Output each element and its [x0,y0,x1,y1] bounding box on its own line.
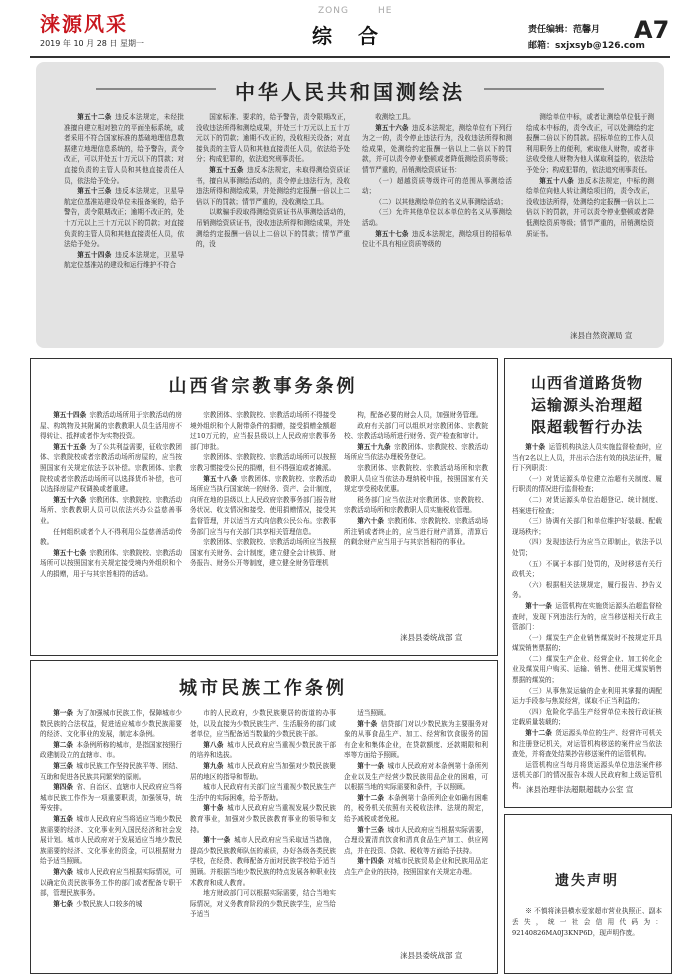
paragraph [512,559,662,580]
paragraph [512,516,662,537]
paragraph [40,442,182,495]
paragraph [512,654,662,686]
article-text: （二）对货运源头单位治超登记、统计制度、档案进行检查； [512,495,662,515]
article-text: （五）不属于本部门处罚的，及时移送有关行政机关； [512,559,662,579]
section-pinyin-2: HE [378,6,393,16]
paragraph [190,708,336,740]
article-text: 宗教团体、宗教院校、宗教活动场所应当按照国家有关财务、会计制度，建立健全会计核算、财务报告、财务公开等制度，建立健全财务管理机 [190,538,336,568]
paragraph [512,633,662,654]
article-text: 违反本法规定，测绘项目的招标单位让不具有相应资质等级的 [362,229,513,249]
paragraph [344,708,488,719]
article-number: 第十条 [525,443,546,451]
paragraph [344,495,488,516]
newspaper-logo: 涞源风采 [40,12,128,36]
article-text: 宗教团体、宗教院校、宗教活动场所应当依法办理税务登记。 [344,442,489,462]
paragraph [526,112,654,176]
paragraph [526,176,654,240]
article-text: 城市人民政府有关部门应当重视少数民族生产生活中的实际困难，给予帮助。 [190,783,336,802]
editor-credit: 责任编辑：范馨月 [528,25,601,35]
ethnic-credit: 涞县县委统战部 宣 [400,951,463,960]
road-title [504,372,670,438]
article-number: 第十二条 [525,729,552,738]
article-number: 第四条 [53,783,74,792]
paragraph [196,207,350,249]
paragraph [190,782,336,803]
paragraph [344,516,488,548]
paragraph [40,814,182,867]
article-number: 第五十七条 [53,548,87,557]
article-text: 运管机构在实施货运源头治超监督检查时，发现下列违法行为的，应当移送相关行政主管部门： [512,601,662,632]
religion-col-1 [40,410,182,646]
survey-col-4 [526,112,654,272]
religion-credit: 涞县县委统战部 宣 [400,633,463,642]
article-number: 第十四条 [357,857,385,866]
paragraph [344,421,488,442]
road-title-line-3: 限超载暂行办法 [530,418,643,436]
survey-col-2 [196,112,350,278]
article-number: 第五十四条 [77,250,112,259]
paragraph [512,537,662,558]
ethnic-title: 城市民族工作条例 [179,678,347,699]
road-title-line-2: 运输源头治理超 [530,396,643,414]
article-text: （四）发现违法行为应当立即制止，依法予以处罚； [512,538,662,557]
paragraph [344,463,488,495]
paragraph [190,537,336,569]
header-rule [30,56,670,58]
article-text: 对城市民族贸易企业和民族用品定点生产企业的扶持，按照国家有关规定办理。 [344,857,489,876]
paragraph [40,761,182,782]
road-credit: 涞县治理非法超限超载办公室 宣 [526,785,634,794]
article-text: 以欺骗手段取得测绘资质证书从事测绘活动的，吊销测绘资质证书，没收违法所得和测绘成果，并处测绘约定报酬一倍以上二倍以下的罚款；情节严重的，没 [196,208,350,249]
paragraph [190,888,336,920]
article-text: 任何组织或者个人不得利用公益慈善活动传教。 [40,527,182,547]
article-number: 第七条 [53,899,73,908]
paragraph [362,207,512,228]
paragraph [344,761,488,793]
paragraph [512,728,662,760]
article-text: 构，配备必要的财会人员，加强财务管理。 [357,411,483,419]
article-number: 第一条 [53,709,74,717]
paragraph [64,186,184,250]
notice-text: ※ 不慎将涞县横水爱家超市营业执照正、副本丢失，统一社会信用代码为：92140826MA0J3KNP6D，现声明作废。 [512,907,662,937]
paragraph [362,229,512,250]
paragraph [40,782,182,814]
article-number: 第五十八条 [539,176,575,185]
paragraph [512,495,662,516]
article-number: 第十一条 [203,836,231,845]
article-text: 宗教团体、宗教院校、宗教活动场所可以按照宗教习惯接受公民的捐赠，但不得强迫或者摊派。 [190,453,336,472]
survey-credit: 涞县自然资源局 宣 [570,331,633,340]
section-title: 综合 [312,24,404,48]
article-number: 第十条 [357,719,378,728]
paragraph [190,835,336,888]
article-text: 本条例第十条所列企业如确有困难的，税务机关依照有关税收法律、法规的规定，给予减税或者免税。 [344,793,489,823]
article-text: （一）煤炭生产企业销售煤炭时不按规定开具煤炭销售票据的； [512,633,662,653]
paragraph [190,452,336,473]
notice-body [512,906,662,956]
paragraph [40,867,182,899]
article-text: 货运源头单位的生产、经营许可机关和注册登记机关，对运管机构移送的案件应当依法查处，并将查处结果抄告移送案件的运管机构。 [512,729,662,759]
article-text: 税务部门应当依法对宗教团体、宗教院校、宗教活动场所和宗教教职人员实施税收管理。 [344,495,488,515]
article-text: （三）协调有关部门和单位维护好装载、配载现场秩序； [512,517,662,536]
article-text: 少数民族人口较多的城 [76,899,143,908]
article-text: 违反本法规定，卫星导航定位基准站的建设和运行维护不符合 [64,250,185,270]
paragraph [362,176,512,197]
section-pinyin-1: ZONG [318,6,349,16]
religion-title: 山西省宗教事务条例 [168,376,358,397]
paragraph [40,410,182,442]
road-title-line-1: 山西省道路货物 [530,374,643,392]
article-text: 城市民族工作坚持民族平等、团结、互助和促进各民族共同繁荣的原则。 [40,761,183,781]
paragraph [344,410,488,421]
article-text: 宗教团体、宗教院校、宗教活动场所注销或者终止的，应当进行财产清算，清算后的剩余财产应当用于与其宗旨相符的事业。 [344,516,489,547]
article-text: 城市人民政府应当加强对少数民族聚居的地区的指导和帮助。 [190,761,337,781]
article-text: （六）根据相关法规规定，履行报告、抄告义务。 [512,580,662,600]
article-text: 违反本法规定，未取得测绘资质证书，擅自从事测绘活动的，责令停止违法行为，没收违法所得和测绘成果，并处测绘约定报酬一倍以上二倍以下的罚款；情节严重的，没收测绘工具。 [196,165,351,206]
article-text: 违反本法规定，卫星导航定位基准站建设单位未报备案的，给予警告，责令限期改正；逾期不改正的，处十万元以上三十万元以下的罚款；对直接负责的主管人员和其他直接责任人员，依法给予处分。 [64,187,185,249]
article-number: 第五十二条 [77,113,112,121]
paragraph [512,580,662,601]
paragraph [64,112,184,186]
article-number: 第五条 [53,814,74,823]
article-number: 第十二条 [357,793,385,802]
article-text: 城市人民政府应当采取适当措施，提高少数民族教师队伍的素质，办好各级各类民族学校，在经费、教师配备方面对民族学校给予适当照顾。并根据当地少数民族的特点发展各种职业技术教育和成人教育。 [190,836,337,887]
article-number: 第五十六条 [375,123,409,132]
survey-col-3 [362,112,512,298]
article-number: 第五十七条 [375,229,409,238]
paragraph [190,740,336,761]
article-text: 政府有关部门可以组织对宗教团体、宗教院校、宗教活动场所进行财务、资产检查和审计。 [344,421,488,441]
article-text: （三）从事焦炭运输的企业利用其掌握的调配运力手段参与焦炭经营，谋取不正当利益的； [512,686,662,706]
article-text: 信贷部门对以少数民族为主要服务对象的从事食品生产、加工、经营和饮食服务的国有企业和集体企业，在贷款额度、还款期限和利率等方面给予照顾。 [344,719,489,760]
article-text: （一）超越资质等级许可的范围从事测绘活动； [362,176,512,196]
article-text: 宗教活动场所用于宗教活动的房屋、构筑物及其附属的宗教教职人员生活用房不得转让、抵押或者作为实物投资。 [40,411,183,441]
article-number: 第六条 [53,867,74,876]
article-text: 城市人民政府应当根据实际情况，可以确定负责民族事务工作的部门或者配备专职干部，管理民族事务。 [40,867,183,898]
paragraph [362,123,512,176]
article-number: 第十一条 [357,761,385,770]
paragraph [196,112,350,165]
article-text: （一）对货运源头单位建立治超有关制度、履行职责的情况进行监督检查； [512,474,662,494]
paragraph [344,442,488,463]
article-text: 运管机构执法人员实施监督检查时，应当有2名以上人员，并出示合法有效的执法证件，履行下列职责： [512,443,663,473]
article-text: 宗教团体、宗教院校、宗教活动场所和宗教教职人员应当依法办理纳税申报，按照国家有关规定享受税收优惠。 [344,463,488,494]
paragraph [40,495,182,527]
article-text: 城市人民政府应当将适应当地少数民族需要的经济、文化事业列入国民经济和社会发展计划。城市人民政府对于发展适应当地少数民族需要的经济、文化事业的资金，可以根据财力给予适当照顾。 [40,814,183,866]
paragraph [196,165,350,207]
paragraph [362,197,512,208]
paragraph [190,803,336,835]
notice-title: 遗失声明 [555,873,619,889]
article-text: 违反本法规定，未经批准擅自建立相对独立的平面坐标系统，或者采用不符合国家标准的基础地理信息数据建立地理信息系统的，给予警告，责令改正，可以并处五十万元以下的罚款；对直接负责的主管人员和其他直接责任人员，依法给予处分。 [64,113,185,185]
article-text: 地方财政部门可以根据实际需要，结合当地实际情况，对义务教育阶段的少数民族学生，应当给予适当 [190,889,336,919]
article-text: 本条例所称的城市，是指国家按照行政建制设立的直辖市、市。 [40,740,183,760]
article-text: 测绘单位中标，或者让测绘单位低于测绘成本中标的，责令改正，可以处测绘约定报酬二倍以下的罚款。招标单位的工作人员利用职务上的便利，索取他人财物，或者非法收受他人财物为他人谋取利益的，依法给予处分；构成犯罪的，依法追究刑事责任。 [526,113,654,174]
article-number: 第五十八条 [203,474,238,483]
paragraph [344,719,488,761]
article-text: 宗教团体、宗教院校、宗教活动场所可以按照国家有关规定接受境内外组织和个人的捐赠，用于与其宗旨相符的活动。 [40,548,183,578]
article-text: （二）以其他测绘单位的名义从事测绘活动； [375,197,508,206]
paragraph [512,707,662,728]
religion-col-2 [190,410,336,646]
article-text: 运管机构应当每月将货运源头单位违法案件移送机关部门的情况报告本级人民政府和上级运管机构。 [512,760,662,790]
article-text: 城市人民政府应当重视少数民族干部的培养和选拔。 [190,740,337,760]
article-number: 第八条 [203,740,224,749]
paragraph [190,761,336,782]
religion-col-3 [344,410,488,628]
article-number: 第五十四条 [53,411,87,419]
paragraph [40,708,182,740]
article-number: 第五十五条 [209,165,244,174]
article-number: 第九条 [203,761,224,770]
article-text: 国家标准、要求的，给予警告，责令限期改正，没收违法所得和测绘成果，并处三十万元以上五十万元以下的罚款；逾期不改正的，没收相关设备；对直接负责的主管人员和其他直接责任人员，依法给予处分；构成犯罪的，依法追究刑事责任。 [196,113,350,164]
paragraph [362,112,512,123]
paragraph [190,474,336,538]
paragraph [512,442,662,474]
ethnic-col-3 [344,708,488,946]
paragraph [40,899,182,910]
article-text: 为了公共利益需要，征收宗教团体、宗教院校或者宗教活动场所房屋的，应当按照国家有关规定依法予以补偿。宗教团体、宗教院校或者宗教活动场所可以选择货币补偿，也可以选择房屋产权调换或者重建。 [40,442,183,494]
article-text: 市的人民政府，少数民族聚居的街道的办事处，以及直接为少数民族生产、生活服务的部门或者单位，应当配备适当数量的少数民族干部。 [190,709,336,739]
article-text: 城市人民政府应当根据实际需要，合理设置清真饮食和清真食品生产加工、供应网点，并在投资、贷款、税收等方面给予扶持。 [344,825,489,855]
article-text: 宗教团体、宗教院校、宗教活动场所应当执行国家统一的财务、资产、会计制度，向所在地的县级以上人民政府宗教事务部门报告财务状况、收支情况和接受、使用捐赠情况，接受其监督管理，并以适当方式向信教公民公布。宗教事务部门应当与有关部门共享相关管理信息。 [190,474,337,536]
article-text: （四）危险化学品生产经营单位未按行政证核定载质量装载的； [512,707,662,727]
editor-email: 邮箱：sxjxsyb@126.com [528,41,645,51]
survey-law-title: 中华人民共和国测绘法 [235,80,465,104]
paragraph [40,740,182,761]
article-text: 城市人民政府对本条例第十条所列企业以及生产经营少数民族用品企业的困难，可以根据当地的实际需要和条件，予以照顾。 [344,761,489,792]
paragraph [512,474,662,495]
issue-date: 2019 年 10 月 28 日 星期一 [40,39,144,48]
paragraph [512,601,662,633]
paragraph [512,686,662,707]
paragraph [40,527,182,548]
article-text: 为了加强城市民族工作，保障城市少数民族的合法权益，促进适应城市少数民族需要的经济、文化事业的发展，制定本条例。 [40,709,183,739]
paragraph [190,410,336,452]
paragraph [344,825,488,857]
paragraph [40,548,182,580]
article-text: 城市人民政府应当重视发展少数民族教育事业，加强对少数民族教育事业的领导和支持。 [190,804,337,834]
ethnic-col-2 [190,708,336,966]
article-number: 第五十五条 [53,442,87,451]
ethnic-col-1 [40,708,182,966]
article-text: 宗教团体、宗教院校、宗教活动场所、宗教教职人员可以依法兴办公益慈善事业。 [40,495,183,525]
paragraph [344,793,488,825]
article-text: 宗教团体、宗教院校、宗教活动场所不得接受境外组织和个人附带条件的捐赠，接受捐赠金额超过10万元的，应当报县级以上人民政府宗教事务部门审批。 [190,411,336,451]
paragraph [64,250,184,271]
survey-col-1 [64,112,184,288]
article-number: 第十一条 [525,601,552,610]
article-text: 省、自治区、直辖市人民政府应当将城市民族工作作为一项重要职责，加强领导，统筹安排。 [40,783,183,813]
article-text: 违反本法规定，测绘单位有下列行为之一的，责令停止违法行为，没收违法所得和测绘成果，处测绘约定报酬一倍以上二倍以下的罚款，并可以责令停业整顿或者降低测绘资质等级；情节严重的，吊销测绘资质证书： [362,123,513,174]
article-number: 第二条 [53,740,74,749]
article-number: 第十条 [203,804,224,813]
article-text: 适当照顾。 [357,709,391,717]
article-number: 第十三条 [357,825,385,834]
article-text: （二）煤炭生产企业、经营企业、加工转化企业及煤炭用户购买、运输、销售、使用无煤炭销售票据的煤炭的； [512,654,662,685]
paragraph [344,856,488,877]
article-text: 违反本法规定，中标的测绘单位向他人转让测绘项目的，责令改正，没收违法所得，处测绘约定报酬一倍以上二倍以下的罚款，并可以责令停业整顿或者降低测绘资质等级；情节严重的，吊销测绘资质证书。 [526,176,655,238]
article-number: 第五十六条 [53,495,87,504]
page-number: A7 [634,16,670,44]
article-text: 收测绘工具。 [375,113,415,121]
article-number: 第五十三条 [77,187,112,196]
article-number: 第三条 [53,761,74,770]
article-number: 第五十九条 [357,442,391,451]
article-text: （三）允许其他单位以本单位的名义从事测绘活动。 [362,208,512,227]
article-number: 第六十条 [357,516,385,525]
